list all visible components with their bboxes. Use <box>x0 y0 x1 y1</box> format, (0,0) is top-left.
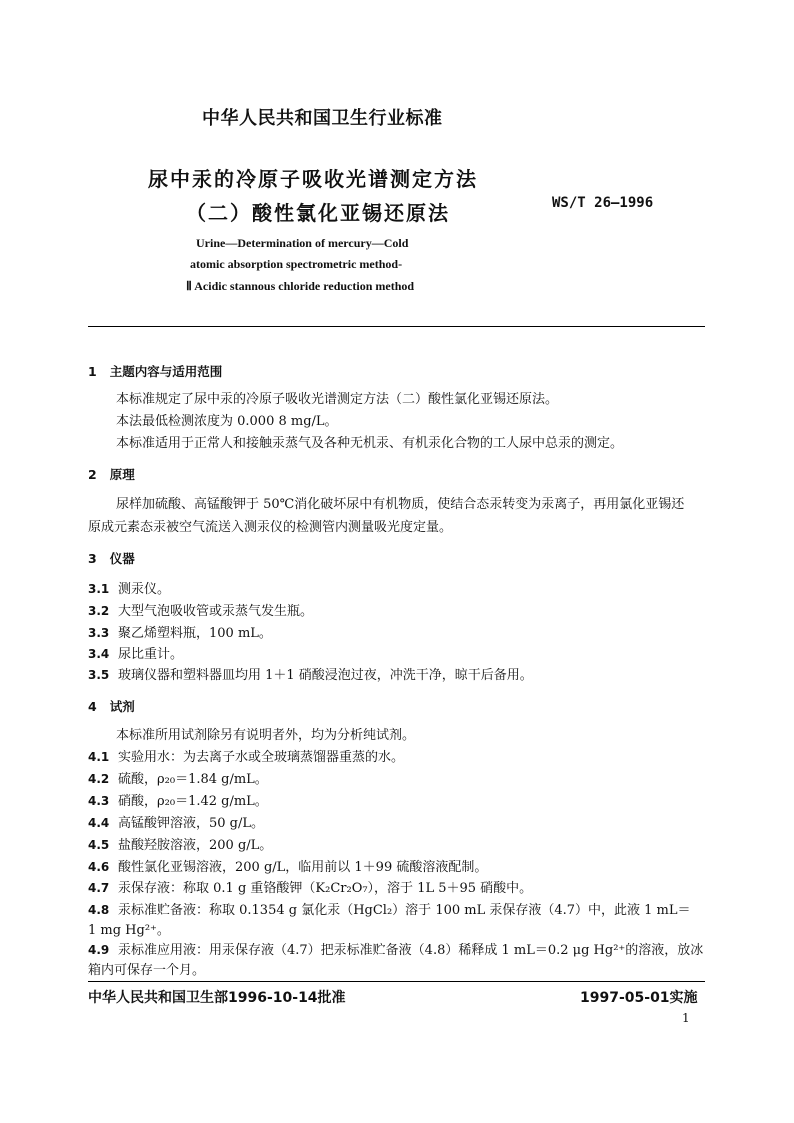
implementation-date: 1997-05-01实施 <box>580 990 698 1006</box>
section-number: 4 <box>88 699 97 714</box>
list-item <box>88 664 533 683</box>
list-item <box>88 790 268 809</box>
paragraph: 本标准规定了尿中汞的冷原子吸收光谱测定方法（二）酸性氯化亚锡还原法。 <box>116 392 559 407</box>
section-title: 试剂 <box>109 699 135 714</box>
item-text: 玻璃仪器和塑料器皿均用 1＋1 硝酸浸泡过夜，冲洗干净，晾干后备用。 <box>118 668 533 683</box>
item-number: 4.9 <box>88 943 110 957</box>
title-line-2: （二）酸性氯化亚锡还原法 <box>186 201 450 225</box>
section-number: 1 <box>88 364 97 379</box>
issuer-header: 中华人民共和国卫生行业标准 <box>202 108 443 129</box>
item-number: 4.3 <box>88 794 110 808</box>
item-number: 3.1 <box>88 582 110 596</box>
section-title: 仪器 <box>109 551 135 566</box>
list-item <box>88 578 170 597</box>
item-text: 硫酸，ρ₂₀＝1.84 g/mL。 <box>118 772 268 787</box>
list-item <box>88 834 272 853</box>
item-text: 酸性氯化亚锡溶液，200 g/L，临用前以 1＋99 硫酸溶液配制。 <box>118 860 488 875</box>
item-text: 盐酸羟胺溶液，200 g/L。 <box>118 838 273 853</box>
list-item <box>88 768 268 787</box>
item-text: 汞保存液：称取 0.1 g 重铬酸钾（K₂Cr₂O₇），溶于 1L 5＋95 硝酸中。 <box>118 881 533 896</box>
english-title-line-1: Urine—Determination of mercury—Cold <box>196 236 409 250</box>
item-text: 实验用水：为去离子水或全玻璃蒸馏器重蒸的水。 <box>118 750 405 765</box>
approval-date: 中华人民共和国卫生部1996-10-14批准 <box>88 990 346 1006</box>
item-number: 3.3 <box>88 626 110 640</box>
item-number: 3.2 <box>88 604 110 618</box>
item-number: 4.1 <box>88 750 110 764</box>
list-item <box>88 812 264 831</box>
title-line-1: 尿中汞的冷原子吸收光谱测定方法 <box>148 167 478 191</box>
list-item <box>88 939 703 958</box>
paragraph: 本标准适用于正常人和接触汞蒸气及各种无机汞、有机汞化合物的工人尿中总汞的测定。 <box>116 436 624 451</box>
list-item <box>88 622 272 641</box>
english-title-line-3: Ⅱ Acidic stannous chloride reduction method <box>186 279 415 293</box>
standard-number: WS/T 26—1996 <box>552 195 654 211</box>
section-number: 3 <box>88 551 97 566</box>
section-heading <box>88 465 135 483</box>
bottom-rule <box>88 981 705 982</box>
item-number: 4.2 <box>88 772 110 786</box>
section-number: 2 <box>88 467 97 482</box>
page-number: 1 <box>682 1011 690 1025</box>
english-title-line-2: atomic absorption spectrometric method- <box>190 257 403 271</box>
item-text: 聚乙烯塑料瓶，100 mL。 <box>118 626 272 641</box>
item-number: 4.5 <box>88 838 110 852</box>
section-heading <box>88 549 135 567</box>
item-number: 4.7 <box>88 881 110 895</box>
item-number: 3.4 <box>88 647 110 661</box>
list-item <box>88 746 404 765</box>
item-number: 4.8 <box>88 903 110 917</box>
item-text: 测汞仪。 <box>118 582 171 597</box>
item-text: 汞标准贮备液：称取 0.1354 g 氯化汞（HgCl₂）溶于 100 mL 汞保存液（4.7）中，此液 1 mL＝ <box>118 903 691 918</box>
item-text: 汞标准应用液：用汞保存液（4.7）把汞标准贮备液（4.8）稀释成 1 mL＝0.2 μg Hg²⁺的溶液，放冰 <box>118 943 704 958</box>
list-item-continuation: 1 mg Hg²⁺。 <box>88 923 170 938</box>
list-item <box>88 856 487 875</box>
item-text: 硝酸，ρ₂₀＝1.42 g/mL。 <box>118 794 268 809</box>
paragraph: 本法最低检测浓度为 0.000 8 mg/L。 <box>116 414 338 429</box>
top-rule <box>88 326 705 327</box>
item-text: 大型气泡吸收管或汞蒸气发生瓶。 <box>118 604 314 619</box>
item-number: 4.6 <box>88 860 110 874</box>
item-text: 尿比重计。 <box>118 647 184 662</box>
paragraph: 本标准所用试剂除另有说明者外，均为分析纯试剂。 <box>116 728 416 743</box>
list-item <box>88 600 313 619</box>
section-title: 主题内容与适用范围 <box>109 364 223 379</box>
paragraph: 原成元素态汞被空气流送入测汞仪的检测管内测量吸光度定量。 <box>88 520 453 535</box>
section-heading <box>88 697 135 715</box>
list-item <box>88 877 532 896</box>
item-text: 高锰酸钾溶液，50 g/L。 <box>118 816 265 831</box>
section-heading <box>88 362 222 380</box>
item-number: 3.5 <box>88 668 110 682</box>
list-item-continuation: 箱内可保存一个月。 <box>88 963 206 978</box>
paragraph: 尿样加硫酸、高锰酸钾于 50℃消化破坏尿中有机物质，使结合态汞转变为汞离子，再用氯化亚锡还 <box>116 497 685 512</box>
item-number: 4.4 <box>88 816 110 830</box>
list-item <box>88 643 183 662</box>
list-item <box>88 899 691 918</box>
section-title: 原理 <box>109 467 135 482</box>
